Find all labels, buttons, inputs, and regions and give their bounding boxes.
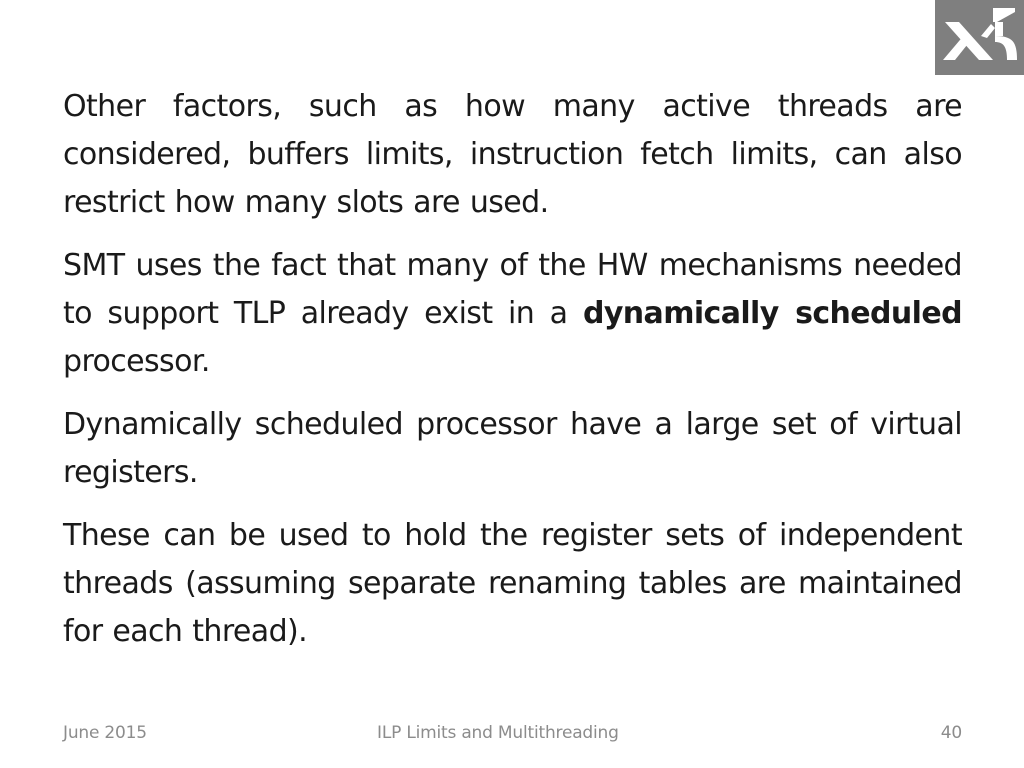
emphasis-dynamically-scheduled: dynamically scheduled xyxy=(582,296,962,331)
paragraph-text-before: SMT uses the fact that many of the HW mechanisms needed to support TLP already exist in a xyxy=(63,248,962,331)
institution-logo-icon xyxy=(935,0,1024,75)
paragraph-register-sets: These can be used to hold the register sets of independent threads (assuming separate renaming tables are maintained for each thread). xyxy=(63,518,962,649)
paragraph-text-after: processor. xyxy=(63,344,210,379)
page-number: 40 xyxy=(940,723,962,743)
slide-body xyxy=(63,83,962,671)
paragraph-other-factors: Other factors, such as how many active threads are considered, buffers limits, instruction fetch limits, can also restrict how many slots are used. xyxy=(63,89,962,220)
footer-date: June 2015 xyxy=(63,723,147,743)
footer-title: ILP Limits and Multithreading xyxy=(377,723,619,743)
paragraph-smt-mechanisms xyxy=(63,242,962,386)
paragraph-virtual-registers: Dynamically scheduled processor have a large set of virtual registers. xyxy=(63,407,962,490)
